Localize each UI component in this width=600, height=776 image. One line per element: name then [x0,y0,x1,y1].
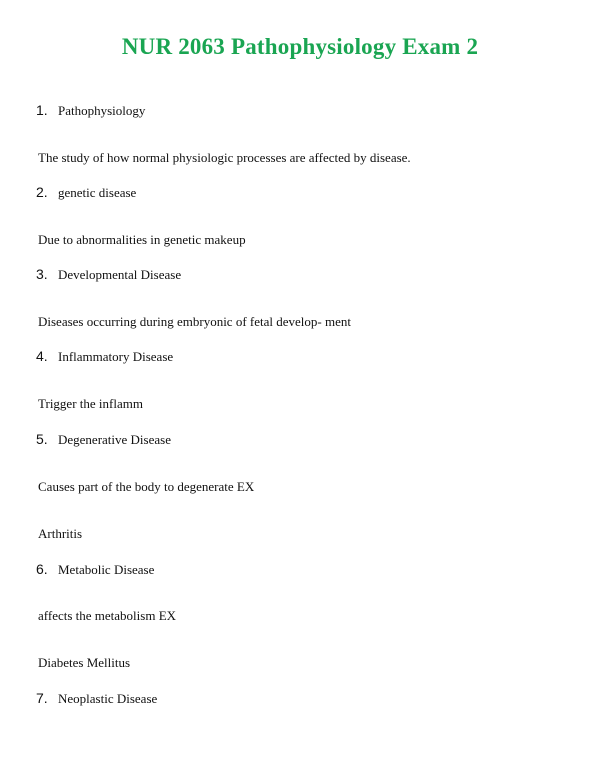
card-term-row [36,561,154,578]
card-term: Metabolic Disease [58,562,155,577]
card-term-row [36,184,136,201]
card-number: 1. [36,102,48,118]
card-definition: Causes part of the body to degenerate EX [38,479,255,494]
card-term-row [36,266,181,283]
card-term-row [36,690,157,707]
card-definition: affects the metabolism EX [38,608,177,623]
page-title: NUR 2063 Pathophysiology Exam 2 [121,34,479,59]
card-number: 3. [36,266,48,282]
card-number: 2. [36,184,48,200]
card-term-row [36,431,171,448]
card-term: genetic disease [58,185,137,200]
card-definition: The study of how normal physiologic processes are affected by disease. [38,150,411,165]
card-number: 7. [36,690,48,706]
card-term: Neoplastic Disease [58,691,158,706]
card-number: 5. [36,431,48,447]
card-term: Pathophysiology [58,103,146,118]
card-number: 6. [36,561,48,577]
card-term-row [36,102,145,119]
card-definition: Trigger the inflamm [38,396,143,411]
card-definition: Diabetes Mellitus [38,655,131,670]
card-term-row [36,348,173,365]
card-term: Developmental Disease [58,267,182,282]
card-definition: Arthritis [38,526,83,541]
card-term: Inflammatory Disease [58,349,174,364]
card-definition: Diseases occurring during embryonic of fetal develop- ment [38,314,351,329]
card-number: 4. [36,348,48,364]
card-definition: Due to abnormalities in genetic makeup [38,232,246,247]
card-term: Degenerative Disease [58,432,171,447]
